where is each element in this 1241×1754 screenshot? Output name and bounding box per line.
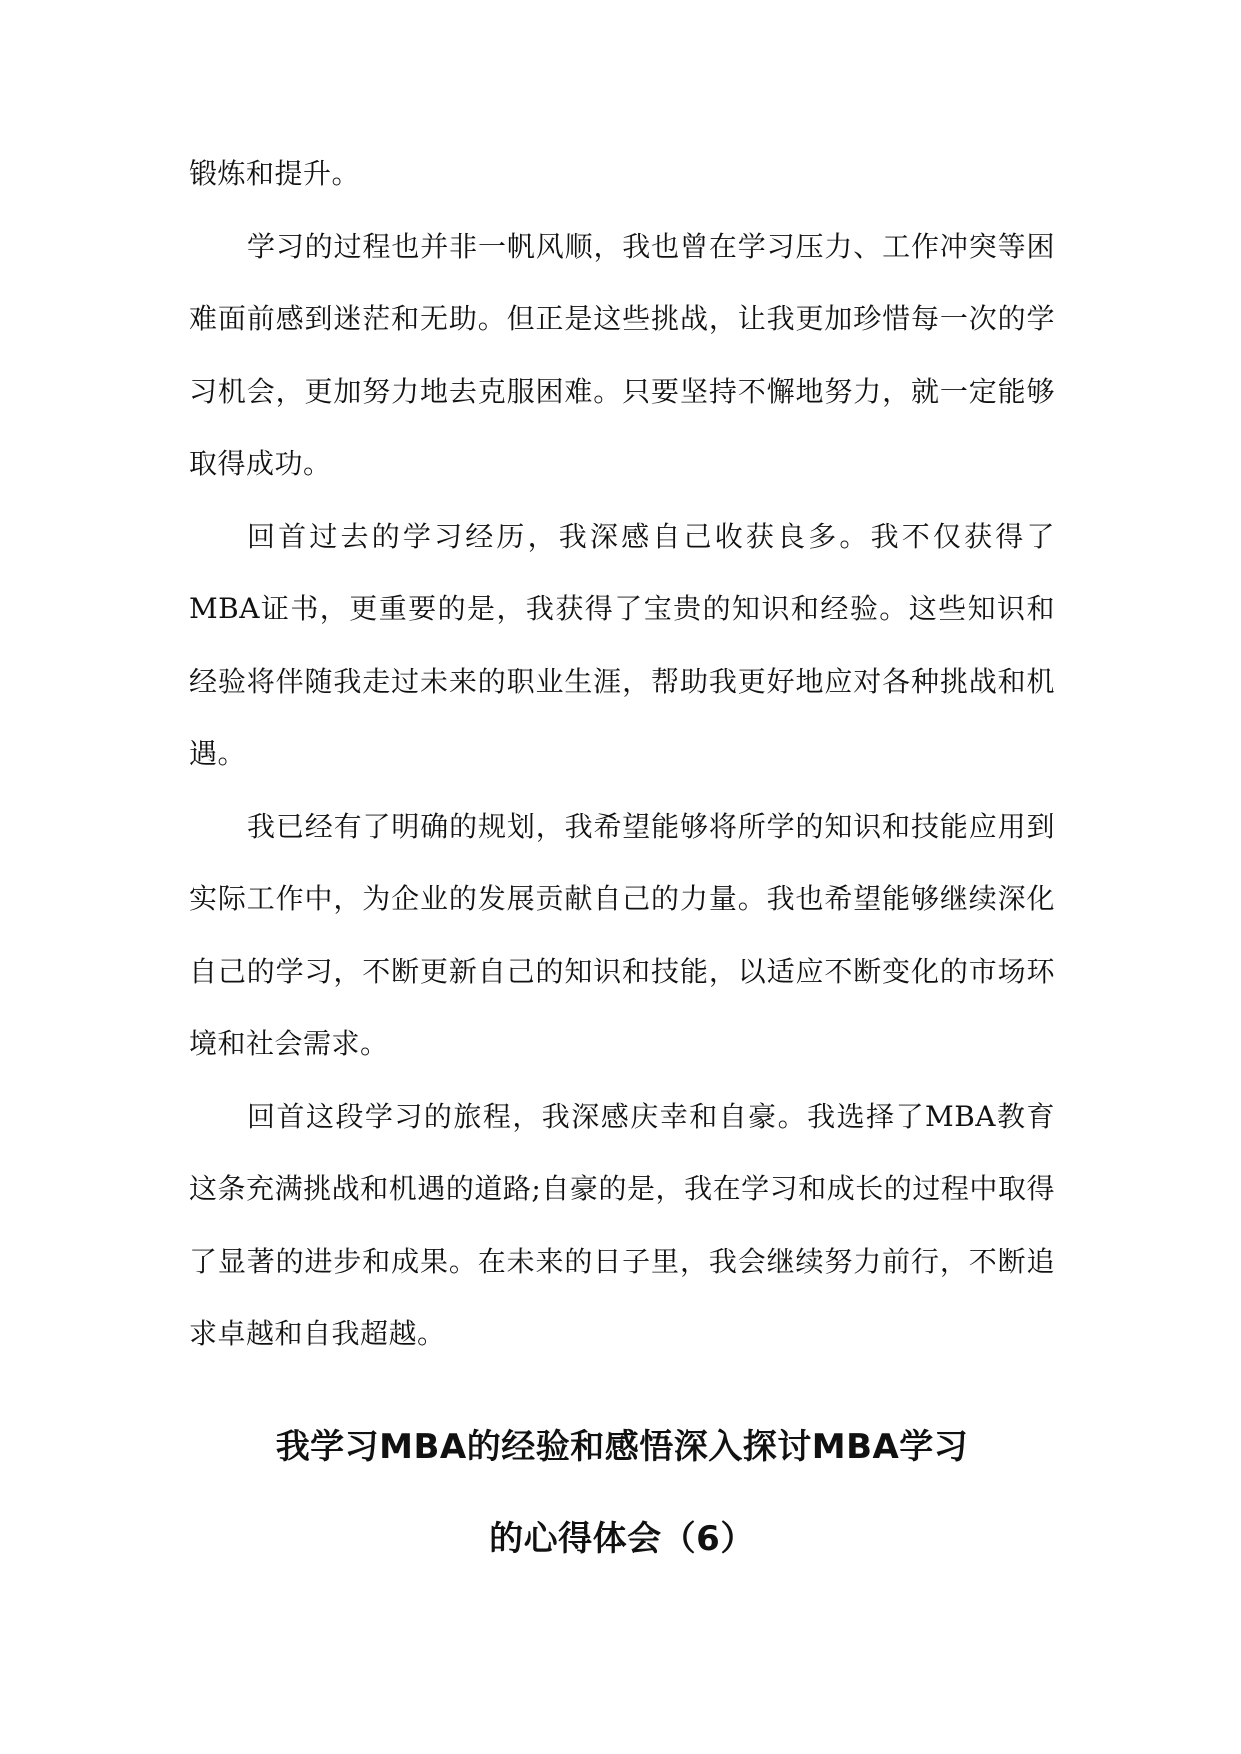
paragraph-continuation: 锻炼和提升。 <box>189 157 361 190</box>
paragraph-plans: 我已经有了明确的规划，我希望能够将所学的知识和技能应用到实际工作中，为企业的发展贡献自己的力量。我也希望能够继续深化自己的学习，不断更新自己的知识和技能，以适应不断变化的市场环境和社会需求。 <box>189 809 1055 1060</box>
heading-line-1: 我学习MBA的经验和感悟深入探讨MBA学习 <box>275 1426 969 1467</box>
section-heading <box>189 1401 1055 1585</box>
document-body <box>189 138 1055 1585</box>
heading-line-2: 的心得体会（6） <box>489 1518 755 1559</box>
paragraph-journey: 回首这段学习的旅程，我深感庆幸和自豪。我选择了MBA教育这条充满挑战和机遇的道路;自豪的是，我在学习和成长的过程中取得了显著的进步和成果。在未来的日子里，我会继续努力前行，不断追求卓越和自我超越。 <box>189 1099 1055 1350</box>
paragraph-looking-back: 回首过去的学习经历，我深感自己收获良多。我不仅获得了MBA证书，更重要的是，我获得了宝贵的知识和经验。这些知识和经验将伴随我走过未来的职业生涯，帮助我更好地应对各种挑战和机遇。 <box>189 519 1055 770</box>
paragraph-challenges: 学习的过程也并非一帆风顺，我也曾在学习压力、工作冲突等困难面前感到迷茫和无助。但正是这些挑战，让我更加珍惜每一次的学习机会，更加努力地去克服困难。只要坚持不懈地努力，就一定能够取得成功。 <box>189 229 1055 480</box>
